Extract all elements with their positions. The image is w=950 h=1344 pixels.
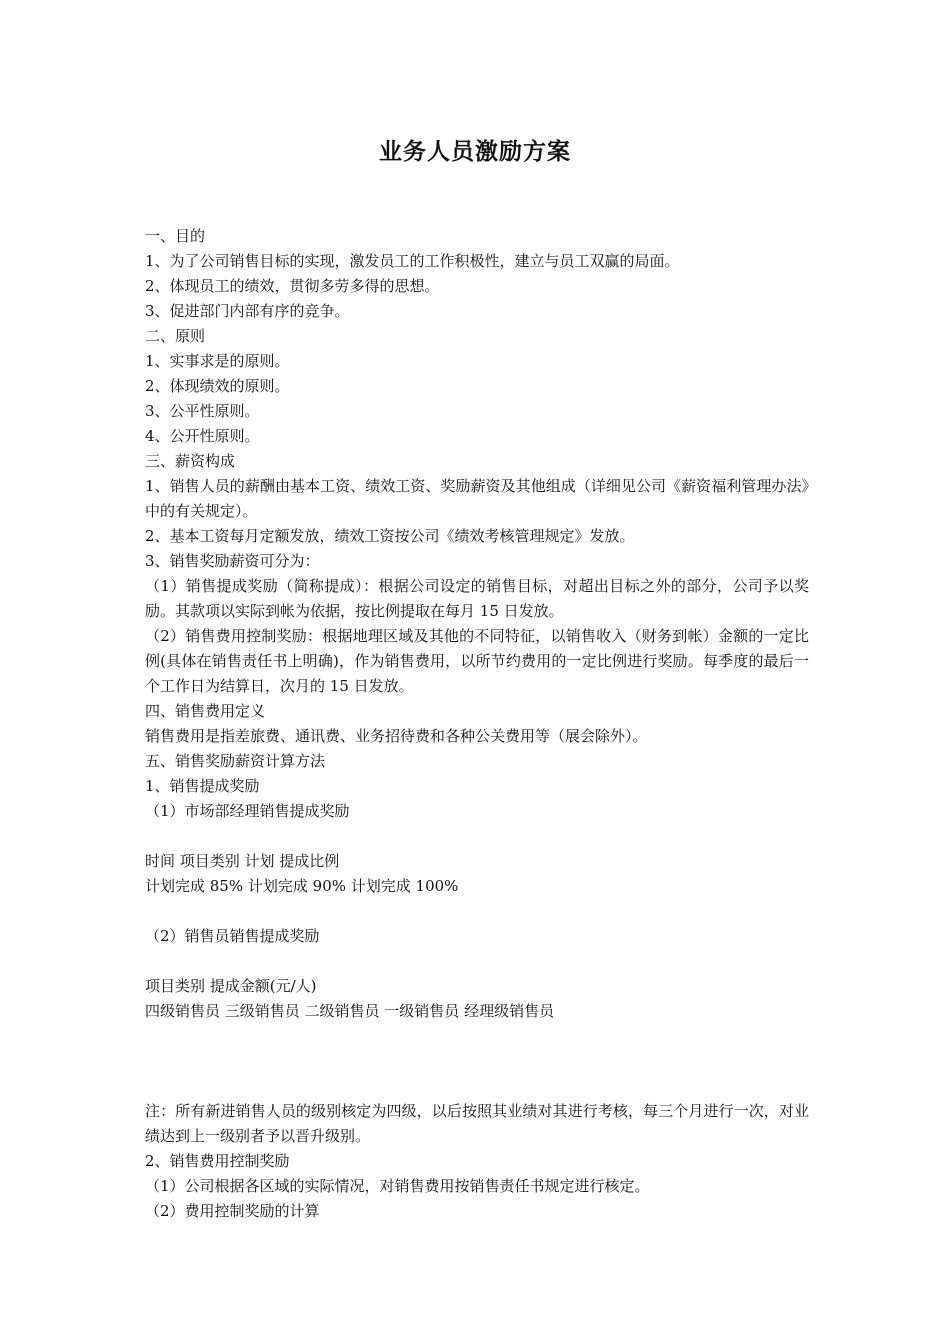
table-row: 四级销售员 三级销售员 二级销售员 一级销售员 经理级销售员 <box>145 1002 555 1020</box>
paragraph: 1、销售提成奖励 <box>145 777 260 795</box>
paragraph: 3、公平性原则。 <box>145 402 260 420</box>
paragraph: （2）费用控制奖励的计算 <box>145 1202 320 1220</box>
paragraph: 2、销售费用控制奖励 <box>145 1152 290 1170</box>
table-row: 项目类别 提成金额(元/人) <box>145 977 317 995</box>
paragraph: 1、实事求是的原则。 <box>145 352 290 370</box>
blank-line <box>145 899 809 924</box>
table-row: 时间 项目类别 计划 提成比例 <box>145 852 340 870</box>
paragraph: （1）市场部经理销售提成奖励 <box>145 802 350 820</box>
paragraph: 1、销售人员的薪酬由基本工资、绩效工资、奖励薪资及其他组成（详细见公司《薪资福利管理办法》中的有关规定）。 <box>145 477 809 520</box>
paragraph: 4、公开性原则。 <box>145 427 260 445</box>
section-heading: 五、销售奖励薪资计算方法 <box>145 752 326 770</box>
paragraph: 注：所有新进销售人员的级别核定为四级，以后按照其业绩对其进行考核，每三个月进行一次，对业绩达到上一级别者予以晋升级别。 <box>145 1102 809 1145</box>
blank-space <box>145 1024 809 1099</box>
paragraph: 3、销售奖励薪资可分为： <box>145 552 320 570</box>
blank-line <box>145 949 809 974</box>
paragraph: 1、为了公司销售目标的实现，激发员工的工作积极性，建立与员工双赢的局面。 <box>145 252 680 270</box>
paragraph: 销售费用是指差旅费、通讯费、业务招待费和各种公关费用等（展会除外）。 <box>145 727 648 745</box>
document-body <box>145 224 809 1224</box>
paragraph: 2、体现绩效的原则。 <box>145 377 290 395</box>
paragraph: （1）公司根据各区域的实际情况，对销售费用按销售责任书规定进行核定。 <box>145 1177 650 1195</box>
section-heading: 二、原则 <box>145 327 206 345</box>
table-row: 计划完成 85% 计划完成 90% 计划完成 100% <box>145 877 459 895</box>
section-heading: 一、目的 <box>145 227 206 245</box>
paragraph: （2）销售员销售提成奖励 <box>145 927 320 945</box>
blank-line <box>145 824 809 849</box>
section-heading: 四、销售费用定义 <box>145 702 266 720</box>
paragraph: 3、促进部门内部有序的竞争。 <box>145 302 350 320</box>
document-title: 业务人员激励方案 <box>379 139 571 165</box>
paragraph: 2、基本工资每月定额发放，绩效工资按公司《绩效考核管理规定》发放。 <box>145 527 635 545</box>
paragraph: （2）销售费用控制奖励：根据地理区域及其他的不同特征，以销售收入（财务到帐）金额的一定比例(具体在销售责任书上明确)，作为销售费用，以所节约费用的一定比例进行奖励。每季度的最后一个工作日为结算日，次月的 15 日发放。 <box>145 627 809 695</box>
section-heading: 三、薪资构成 <box>145 452 236 470</box>
paragraph: 2、体现员工的绩效，贯彻多劳多得的思想。 <box>145 277 440 295</box>
paragraph: （1）销售提成奖励（简称提成）：根据公司设定的销售目标，对超出目标之外的部分，公司予以奖励。其款项以实际到帐为依据，按比例提取在每月 15 日发放。 <box>145 577 809 620</box>
